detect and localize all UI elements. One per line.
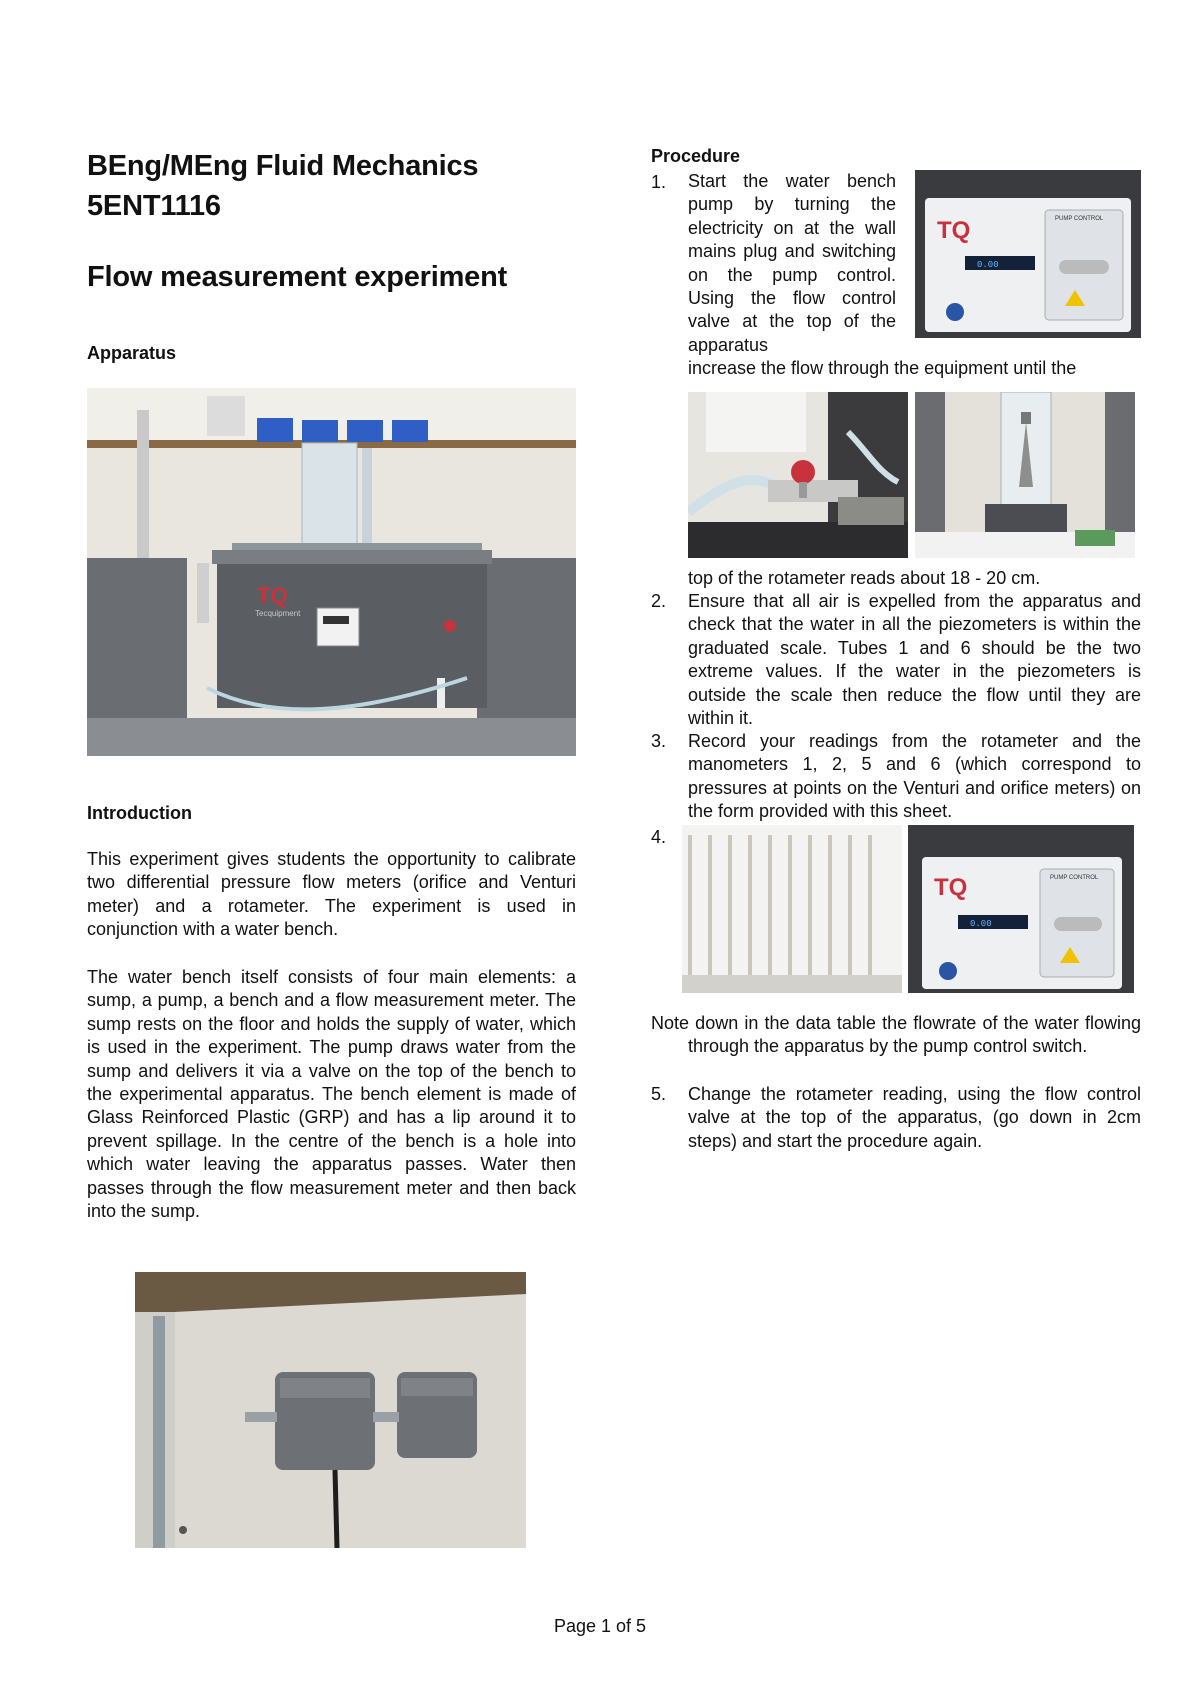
intro-paragraph-2: The water bench itself consists of four main elements: a sump, a pump, a bench and a flow measurement meter. The sump rests on the floor and holds the supply of water, which is used in the experiment. The pump draws water from the sump and delivers it via a valve on the top of the bench to the experimental apparatus. The bench element is made of Glass Reinforced Plastic (GRP) and has a lip around it to prevent spillage. In the centre of the bench is a hole into which water leaving the apparatus passes. Water then passes through the flow measurement meter and then back into the sump. [87,967,576,1222]
pump-control-readout: 0.00 [977,260,999,270]
page-title: Flow measurement experiment [87,261,508,293]
step-5-text: Change the rotameter reading, using the flow control valve at the top of the apparatus, (go down in 2cm steps) and start the procedure again. [688,1084,1141,1151]
step-1-text-b: increase the flow through the equipment until the [688,358,1077,378]
rotameter-photo [915,392,1135,558]
step-5-number: 5. [651,1084,667,1104]
rotameter-drawing [915,392,1135,558]
apparatus-heading: Apparatus [87,343,177,363]
apparatus-photo [87,388,576,756]
note-text: Note down in the data table the flowrate of the water flowing through the apparatus by the pump control switch. [651,1013,1141,1057]
apparatus-photo-drawing [87,388,576,756]
pump-flowrate-brand-logo: TQ [934,874,968,901]
course-title [87,146,587,226]
step-1-text-c: top of the rotameter reads about 18 - 20 cm. [688,568,1041,588]
course-line: BEng/MEng Fluid Mechanics [87,150,479,182]
pump-flowrate-drawing [908,825,1134,993]
procedure-heading: Procedure [651,146,741,166]
pump-control-label: PUMP CONTROL [1055,216,1104,222]
apparatus-brand-sub: Tecquipment [255,609,301,618]
mains-plug-photo [135,1272,526,1548]
pump-control-photo [915,170,1141,338]
step-4-number: 4. [651,827,667,847]
pump-flowrate-label: PUMP CONTROL [1050,875,1099,881]
mains-plug-drawing [135,1272,526,1548]
pump-control-brand-logo: TQ [937,217,971,244]
step-1-number: 1. [651,172,667,192]
flow-valve-drawing [688,392,908,558]
step-1-text-a: Start the water bench pump by turning the electricity on at the wall mains plug and switching on the pump control. Using the flow control valve at the top of the apparatus [688,171,896,355]
page-number: Page 1 of 5 [553,1616,647,1636]
step-2-text: Ensure that all air is expelled from the apparatus and check that the water in all the piezometers is within the graduated scale. Tubes 1 and 6 should be the two extreme values. If the water in the piezometers is outside the scale then reduce the flow until they are within it. [688,591,1141,729]
introduction-heading: Introduction [87,803,192,823]
step-2-number: 2. [651,591,667,611]
pump-flowrate-photo [908,825,1134,993]
step-3-text: Record your readings from the rotameter and the manometers 1, 2, 5 and 6 (which correspond to pressures at points on the Venturi and orifice meters) on the form provided with this sheet. [688,731,1141,822]
piezometer-drawing [682,825,902,993]
pump-control-drawing [915,170,1141,338]
piezometer-photo [682,825,902,993]
intro-paragraph-1: This experiment gives students the opportunity to calibrate two differential pressure flow meters (orifice and Venturi meter) and a rotameter. The experiment is used in conjunction with a water bench. [87,849,576,940]
course-code: 5ENT1116 [87,190,221,222]
step-3-number: 3. [651,731,667,751]
flow-valve-photo [688,392,908,558]
apparatus-brand-logo: TQ [257,583,288,608]
pump-flowrate-readout: 0.00 [970,919,992,929]
